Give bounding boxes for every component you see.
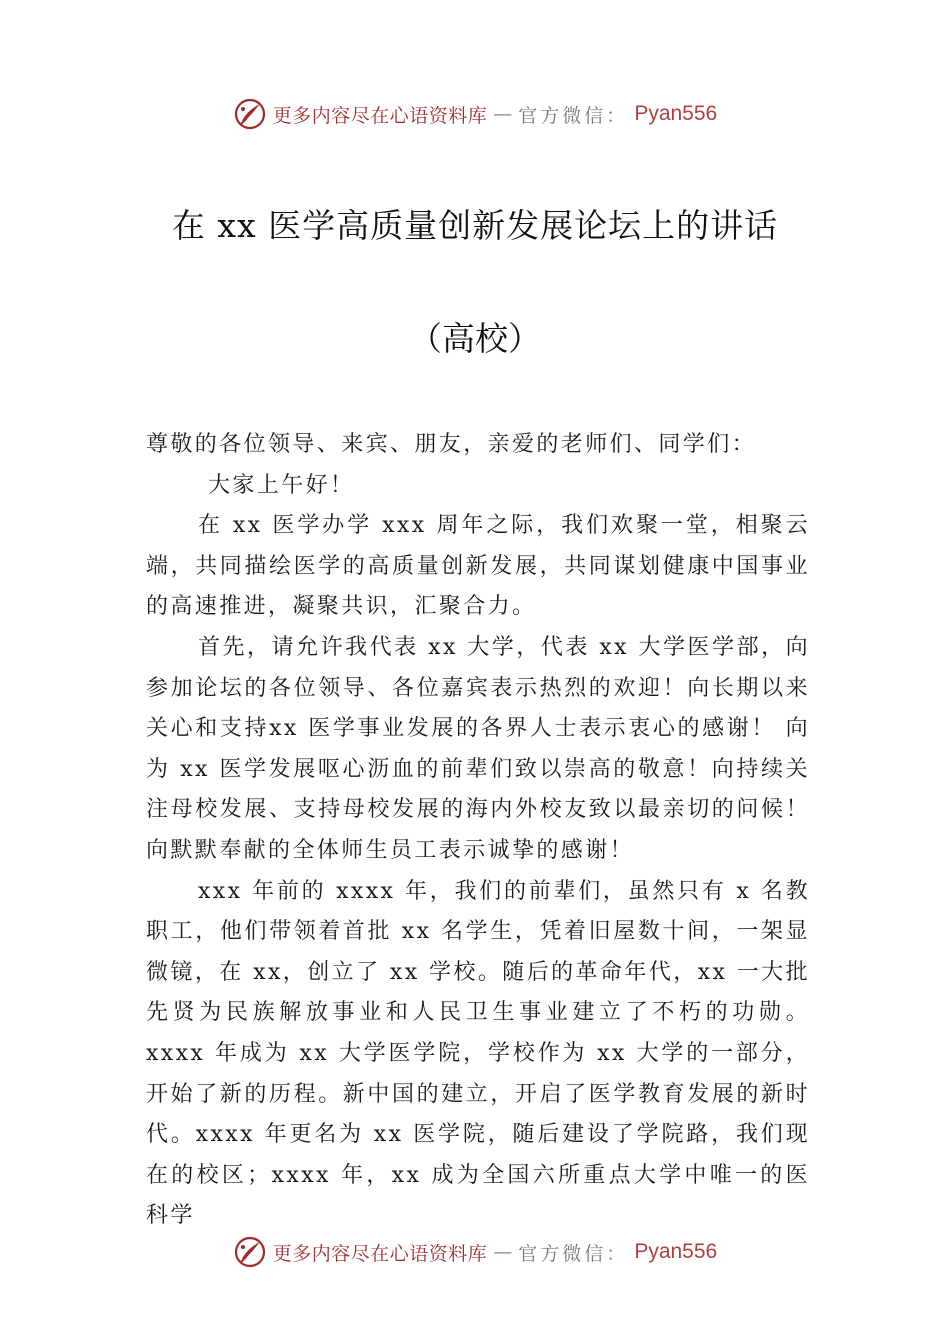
paragraph: xxx 年前的 xxxx 年，我们的前辈们，虽然只有 x 名教职工，他们带领着首批 xx 名学生，凭着旧屋数十间，一架显微镜，在 xx，创立了 xx 学校。随后的革命年代，xx 一大批先贤为民族解放事业和人民卫生事业建立了不朽的功勋。xxxx 年成为 xx 大学医学院，学校作为 xx 大学的一部分，开始了新的历程。新中国的建立，开启了医学教育发展的新时代。xxxx 年更名为 xx 医学院，随后建设了学院路，我们现在的校区；xxxx 年，xx 成为全国六所重点大学中唯一的医科学 <box>146 878 810 1229</box>
banner-slogan: 更多内容尽在心语资料库 <box>272 1242 488 1265</box>
banner-dash: — <box>493 1241 513 1263</box>
document-subtitle: （高校） <box>409 319 541 358</box>
header-banner <box>0 94 950 134</box>
paragraph: 在 xx 医学办学 xxx 周年之际，我们欢聚一堂，相聚云端，共同描绘医学的高质量创新发展，共同谋划健康中国事业的高速推进，凝聚共识，汇聚合力。 <box>146 513 810 620</box>
greeting: 大家上午好！ <box>208 472 355 498</box>
banner-dash: — <box>493 103 513 125</box>
footer-banner <box>0 1232 950 1272</box>
banner-wechat-id: Pyan556 <box>634 1240 718 1263</box>
banner-wechat-id: Pyan556 <box>634 102 718 125</box>
document-body <box>146 425 810 1237</box>
document-title: 在 xx 医学高质量创新发展论坛上的讲话 <box>171 206 779 245</box>
paragraph: 首先，请允许我代表 xx 大学，代表 xx 大学医学部，向参加论坛的各位领导、各位嘉宾表示热烈的欢迎！向长期以来关心和支持xx 医学事业发展的各界人士表示衷心的感谢！ 向为 xx 医学发展呕心沥血的前辈们致以崇高的敬意！向持续关注母校发展、支持母校发展的海内外校友致以最亲切的问候！向默默奉献的全体师生员工表示诚挚的感谢！ <box>146 634 810 863</box>
quill-ink-logo-icon <box>233 97 267 131</box>
banner-wechat-label: 官方微信： <box>518 104 629 127</box>
salutation: 尊敬的各位领导、来宾、朋友，亲爱的老师们、同学们： <box>146 432 757 457</box>
quill-ink-logo-icon <box>233 1235 267 1269</box>
banner-slogan: 更多内容尽在心语资料库 <box>272 104 488 127</box>
banner-wechat-label: 官方微信： <box>518 1242 629 1265</box>
